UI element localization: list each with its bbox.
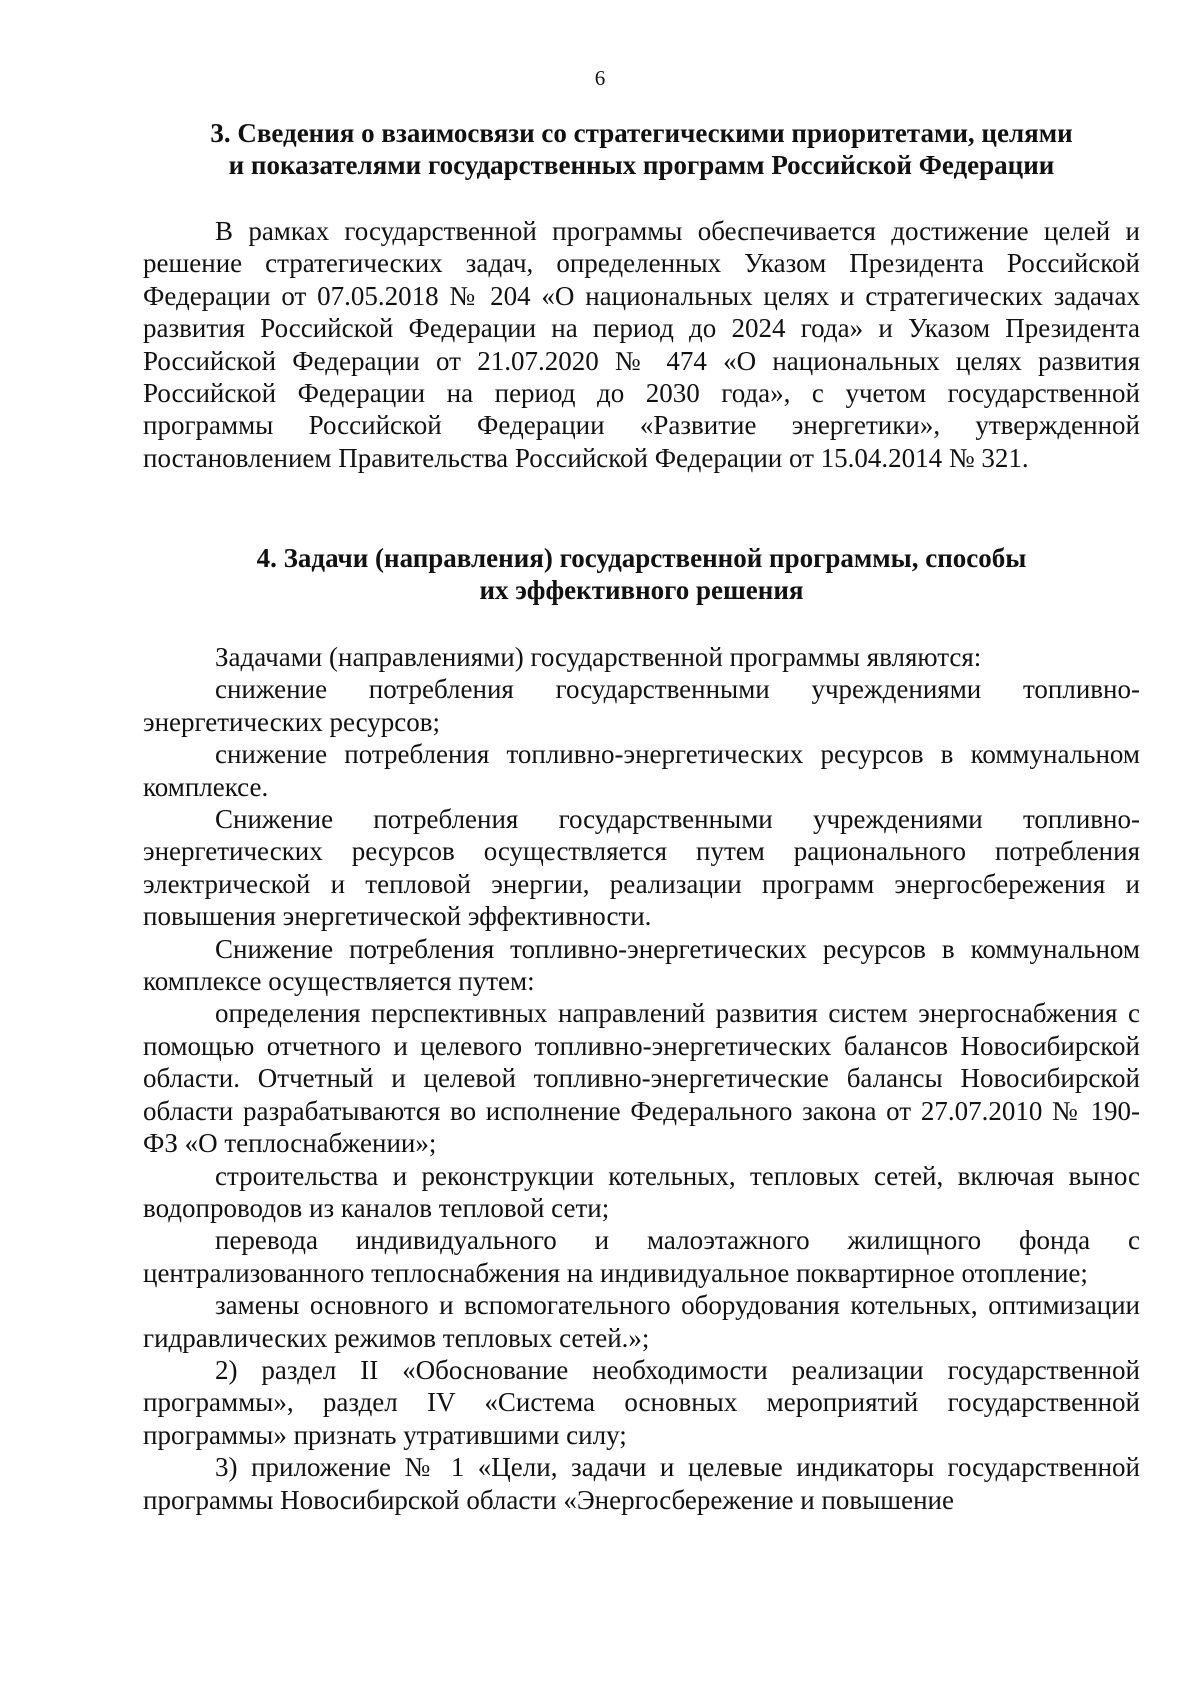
paragraph: 2) раздел II «Обоснование необходимости реализации государственной программы», раздел IV «Система основных мероприятий государственной программы» признать утратившими силу;: [143, 1354, 1140, 1450]
paragraph: снижение потребления топливно-энергетических ресурсов в коммунальном комплексе.: [143, 739, 1140, 802]
paragraph: перевода индивидуального и малоэтажного жилищного фонда с централизованного теплоснабжения на индивидуальное поквартирное отопление;: [143, 1225, 1140, 1288]
paragraph: Снижение потребления государственными учреждениями топливно-энергетических ресурсов осуществляется путем рационального потребления электрической и тепловой энергии, реализации программ энергосбережения и повышения энергетической эффективности.: [143, 804, 1140, 932]
paragraph: определения перспективных направлений развития систем энергоснабжения с помощью отчетного и целевого топливно-энергетических балансов Новосибирской области. Отчетный и целевой топливно-энергетические балансы Новосибирской области разрабатываются во исполнение Федерального закона от 27.07.2010 № 190-ФЗ «О теплоснабжении»;: [143, 998, 1140, 1159]
paragraph: строительства и реконструкции котельных, тепловых сетей, включая вынос водопроводов из каналов тепловой сети;: [143, 1160, 1140, 1223]
paragraph: В рамках государственной программы обеспечивается достижение целей и решение стратегических задач, определенных Указом Президента Российской Федерации от 07.05.2018 № 204 «О национальных целях и стратегических задачах развития Российской Федерации на период до 2024 года» и Указом Президента Российской Федерации от 21.07.2020 № 474 «О национальных целях развития Российской Федерации на период до 2030 года», с учетом государственной программы Российской Федерации «Развитие энергетики», утвержденной постановлением Правительства Российской Федерации от 15.04.2014 № 321.: [143, 216, 1140, 473]
page-number: 6: [594, 66, 606, 90]
section-3-title: [143, 117, 1140, 182]
section-4-body: [143, 641, 1140, 1516]
section-4-title-line: их эффективного решения: [479, 575, 804, 606]
paragraph: Снижение потребления топливно-энергетических ресурсов в коммунальном комплексе осуществляется путем:: [143, 933, 1140, 997]
paragraph: замены основного и вспомогательного оборудования котельных, оптимизации гидравлических режимов тепловых сетей.»;: [143, 1290, 1140, 1353]
section-3-title-line: 3. Сведения о взаимосвязи со стратегическими приоритетами, целями: [210, 118, 1073, 148]
section-4-title: [143, 542, 1140, 607]
section-3-body: [143, 215, 1140, 474]
paragraph: 3) приложение № 1 «Цели, задачи и целевые индикаторы государственной программы Новосибирской области «Энергосбережение и повышение: [143, 1452, 1140, 1515]
paragraph: снижение потребления государственными учреждениями топливно-энергетических ресурсов;: [143, 674, 1140, 737]
paragraph: Задачами (направлениями) государственной программы являются:: [215, 642, 982, 672]
section-3-title-line: и показателями государственных программ Российской Федерации: [228, 150, 1055, 181]
section-4-title-line: 4. Задачи (направления) государственной программы, способы: [256, 543, 1027, 573]
